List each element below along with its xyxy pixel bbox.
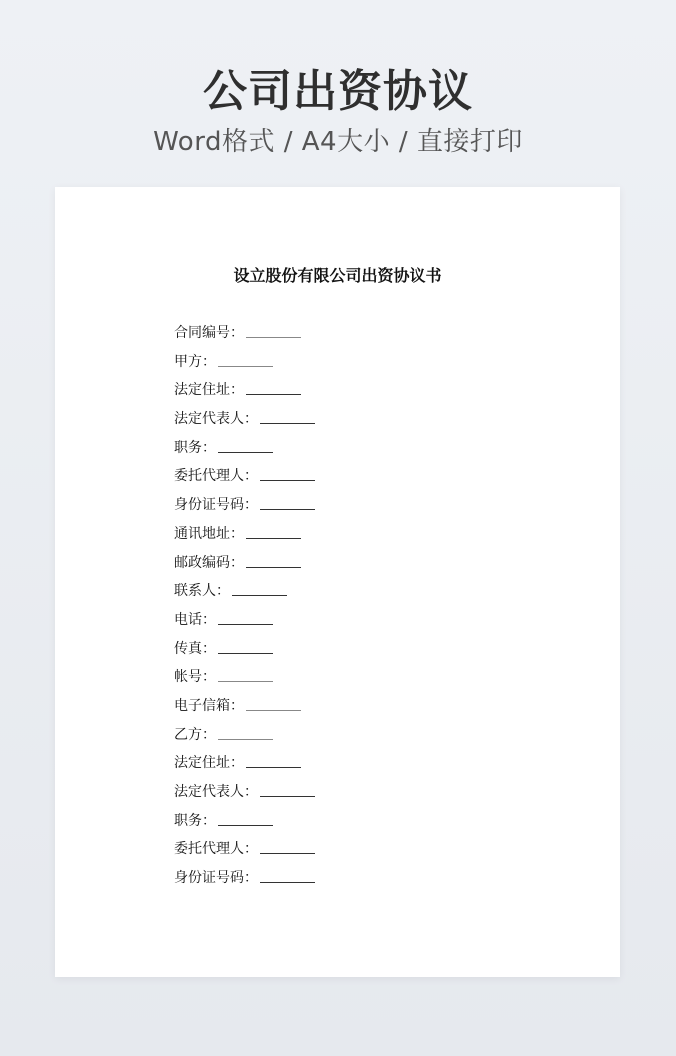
field-row [174, 867, 315, 896]
field-row [174, 408, 315, 437]
field-label: 甲方： [174, 353, 216, 370]
page-subtitle: Word格式 / A4大小 / 直接打印 [153, 127, 523, 157]
blank-line [218, 609, 273, 625]
blank-line [218, 638, 273, 654]
field-row [174, 494, 315, 523]
field-row [174, 552, 315, 581]
field-row [174, 322, 315, 351]
blank-line [260, 408, 315, 424]
field-label: 法定代表人： [174, 784, 258, 800]
field-row [174, 580, 315, 609]
blank-line [218, 666, 273, 682]
field-row [174, 810, 315, 839]
blank-line [218, 810, 273, 826]
field-label: 传真： [174, 640, 216, 657]
blank-line [246, 322, 301, 338]
document-page [55, 187, 620, 977]
blank-line [246, 752, 301, 768]
blank-line [246, 523, 301, 539]
field-row [174, 523, 315, 552]
field-row [174, 838, 315, 867]
field-row [174, 724, 315, 753]
blank-line [260, 838, 315, 854]
blank-line [218, 437, 273, 453]
field-row [174, 379, 315, 408]
blank-line [260, 494, 315, 510]
field-label: 职务： [174, 812, 216, 829]
field-label: 身份证号码： [174, 870, 258, 887]
field-label: 身份证号码： [174, 497, 258, 514]
field-label: 通讯地址： [174, 525, 244, 542]
field-row [174, 437, 315, 466]
field-label: 合同编号： [174, 325, 244, 341]
field-label: 法定代表人： [174, 411, 258, 428]
field-label: 委托代理人： [174, 468, 258, 485]
page-title: 公司出资协议 [203, 66, 473, 117]
blank-line [246, 695, 301, 711]
field-label: 邮政编码： [174, 554, 244, 571]
field-label: 法定住址： [174, 755, 244, 772]
field-row [174, 351, 315, 380]
field-label: 电话： [174, 611, 216, 628]
field-label: 电子信箱： [174, 697, 244, 714]
field-label: 法定住址： [174, 382, 244, 399]
document-title: 设立股份有限公司出资协议书 [233, 266, 442, 285]
blank-line [218, 724, 273, 740]
blank-line [246, 552, 301, 568]
field-label: 职务： [174, 439, 216, 456]
blank-line [260, 867, 315, 883]
field-row [174, 638, 315, 667]
field-list [174, 322, 315, 896]
field-label: 帐号： [174, 669, 216, 686]
field-label: 委托代理人： [174, 841, 258, 858]
field-row [174, 609, 315, 638]
blank-line [218, 351, 273, 367]
blank-line [260, 465, 315, 481]
field-row [174, 666, 315, 695]
field-row [174, 695, 315, 724]
blank-line [232, 580, 287, 596]
field-row [174, 781, 315, 810]
field-row [174, 465, 315, 494]
page-header [0, 60, 676, 160]
field-label: 联系人： [174, 583, 230, 600]
blank-line [246, 379, 301, 395]
field-row [174, 752, 315, 781]
blank-line [260, 781, 315, 797]
field-label: 乙方： [174, 726, 216, 743]
